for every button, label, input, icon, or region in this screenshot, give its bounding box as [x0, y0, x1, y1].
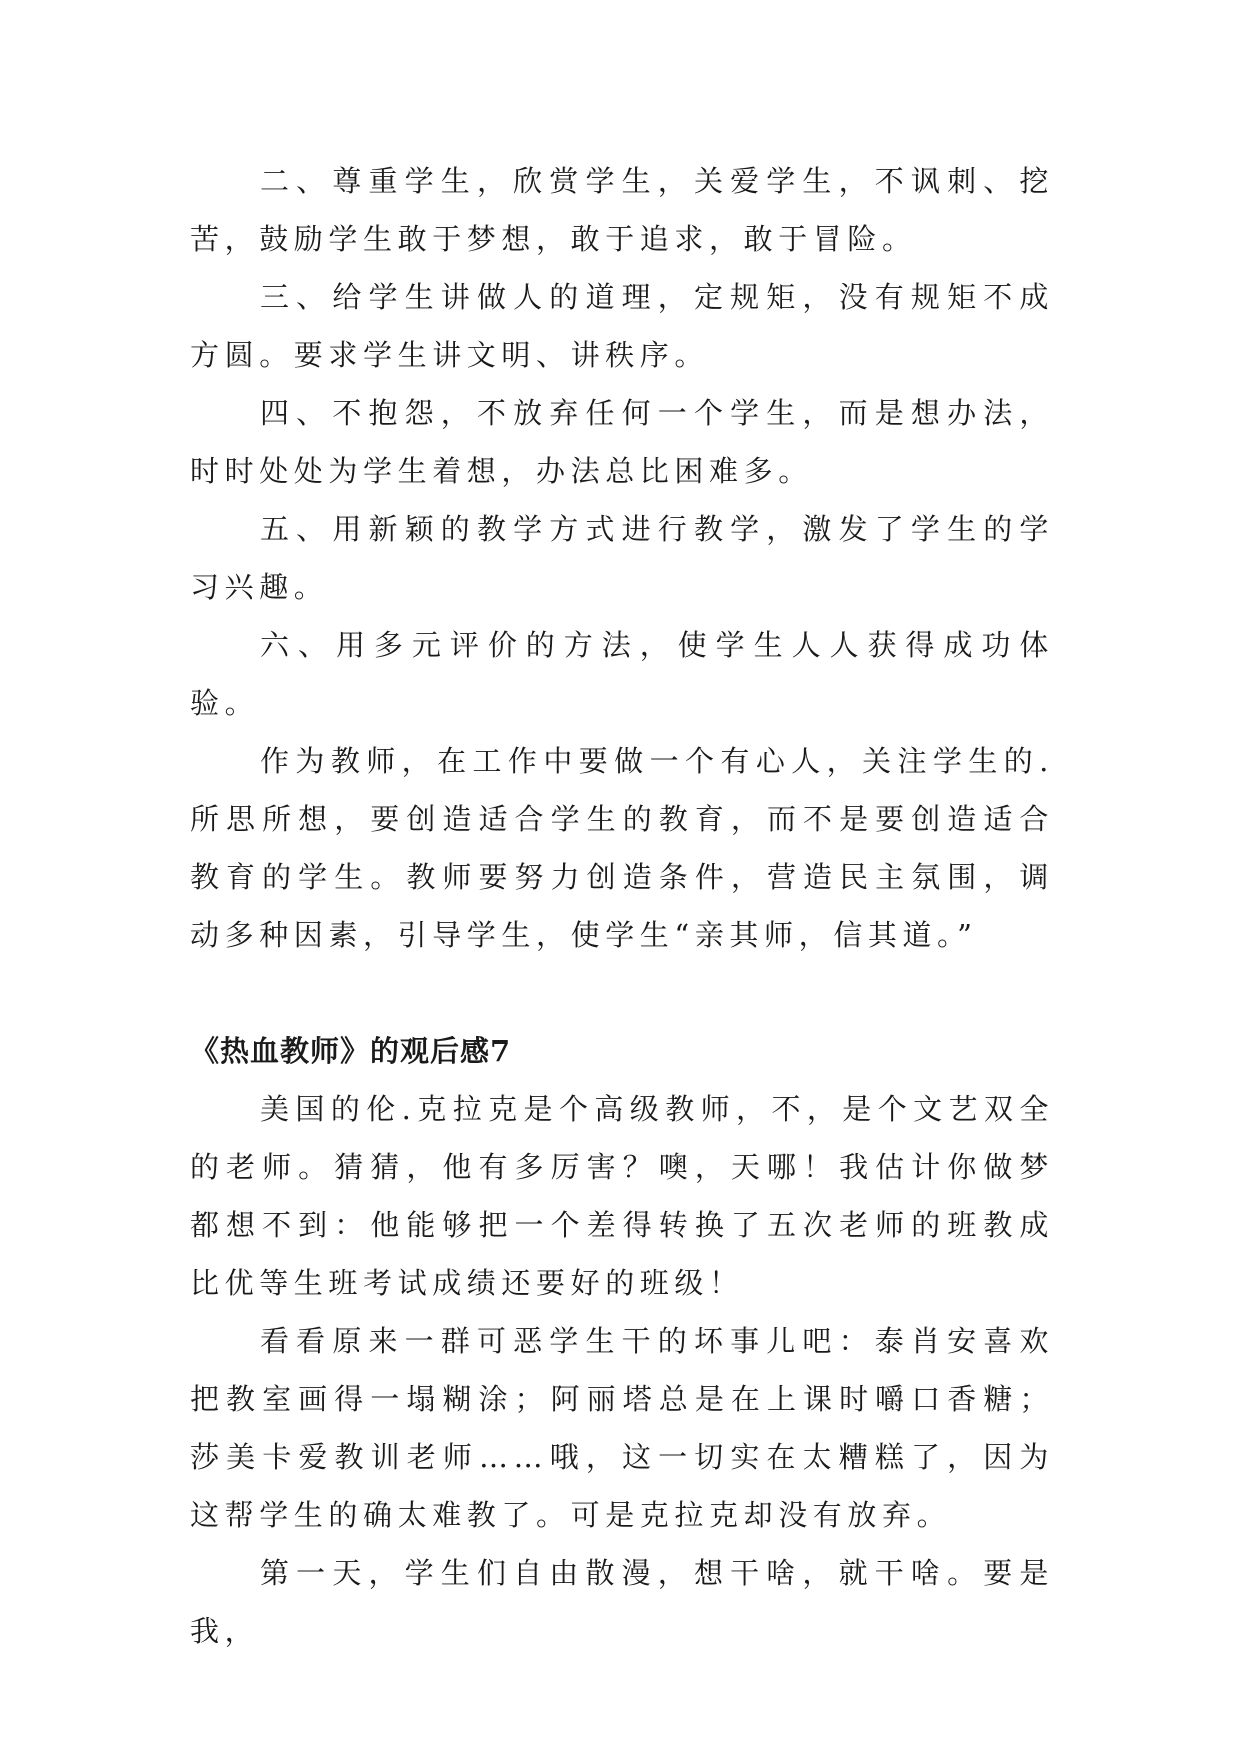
paragraph: 第一天，学生们自由散漫，想干啥，就干啥。要是我，: [190, 1556, 1054, 1648]
section-spacer: [190, 964, 1054, 1022]
document-page: [190, 152, 1054, 1660]
paragraph: 三、给学生讲做人的道理，定规矩，没有规矩不成方圆。要求学生讲文明、讲秩序。: [190, 280, 1054, 372]
paragraph: 四、不抱怨，不放弃任何一个学生，而是想办法，时时处处为学生着想，办法总比困难多。: [190, 396, 1054, 488]
paragraph: 美国的伦.克拉克是个高级教师，不，是个文艺双全的老师。猜猜，他有多厉害？噢，天哪！我估计你做梦都想不到：他能够把一个差得转换了五次老师的班教成比优等生班考试成绩还要好的班级！: [190, 1092, 1054, 1300]
paragraph: 二、尊重学生，欣赏学生，关爱学生，不讽刺、挖苦，鼓励学生敢于梦想，敢于追求，敢于冒险。: [190, 164, 1054, 256]
paragraph: 作为教师，在工作中要做一个有心人，关注学生的.所思所想，要创造适合学生的教育，而不是要创造适合教育的学生。教师要努力创造条件，营造民主氛围，调动多种因素，引导学生，使学生“亲其师，信其道。”: [190, 744, 1054, 952]
section-title: 《热血教师》的观后感7: [190, 1034, 512, 1068]
paragraph: 五、用新颖的教学方式进行教学，激发了学生的学习兴趣。: [190, 512, 1054, 604]
paragraph: 六、用多元评价的方法，使学生人人获得成功体验。: [190, 628, 1054, 720]
paragraph: 看看原来一群可恶学生干的坏事儿吧：泰肖安喜欢把教室画得一塌糊涂；阿丽塔总是在上课时嚼口香糖；莎美卡爱教训老师……哦，这一切实在太糟糕了，因为这帮学生的确太难教了。可是克拉克却没有放弃。: [190, 1324, 1054, 1532]
